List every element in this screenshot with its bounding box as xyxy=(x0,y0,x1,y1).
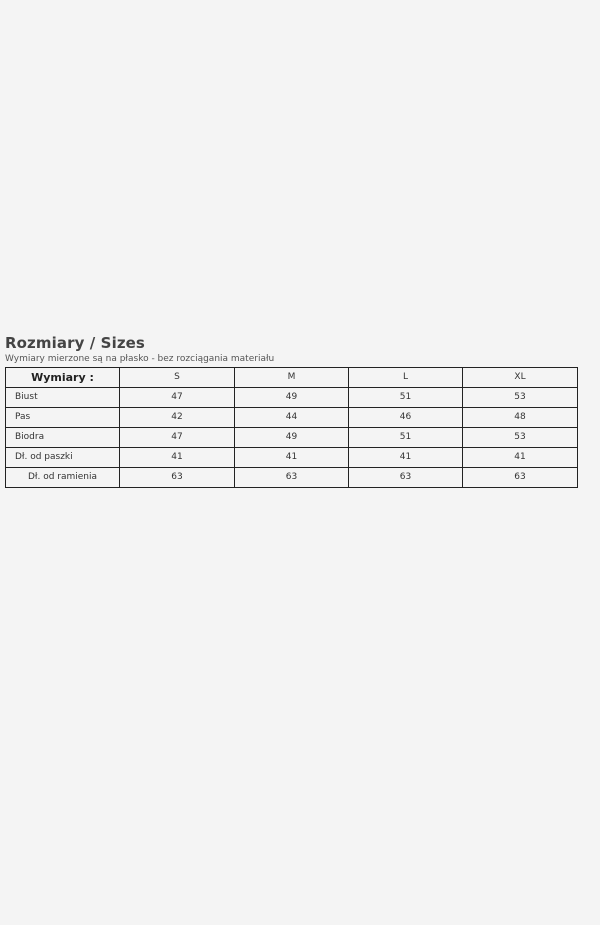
table-row xyxy=(6,468,578,488)
column-header-xl: XL xyxy=(463,368,578,388)
row-label-waist: Pas xyxy=(6,408,120,428)
table-cell: 47 xyxy=(120,428,235,448)
table-cell: 63 xyxy=(120,468,235,488)
table-row xyxy=(6,388,578,408)
size-chart xyxy=(5,334,551,488)
table-cell: 51 xyxy=(349,388,463,408)
size-table xyxy=(5,367,578,488)
table-cell: 42 xyxy=(120,408,235,428)
table-row xyxy=(6,428,578,448)
table-cell: 47 xyxy=(120,388,235,408)
table-row xyxy=(6,448,578,468)
table-cell: 63 xyxy=(463,468,578,488)
measurement-note: Wymiary mierzone są na płasko - bez rozciągania materiału xyxy=(5,354,275,364)
row-label-bust: Biust xyxy=(6,388,120,408)
table-row xyxy=(6,408,578,428)
corner-label: Wymiary : xyxy=(6,368,120,388)
table-cell: 63 xyxy=(235,468,349,488)
table-cell: 48 xyxy=(463,408,578,428)
table-cell: 44 xyxy=(235,408,349,428)
table-cell: 41 xyxy=(235,448,349,468)
table-cell: 53 xyxy=(463,428,578,448)
column-header-m: M xyxy=(235,368,349,388)
table-cell: 51 xyxy=(349,428,463,448)
table-cell: 53 xyxy=(463,388,578,408)
table-cell: 49 xyxy=(235,388,349,408)
table-cell: 63 xyxy=(349,468,463,488)
table-cell: 41 xyxy=(463,448,578,468)
table-cell: 41 xyxy=(120,448,235,468)
table-cell: 49 xyxy=(235,428,349,448)
row-label-length-from-shoulder: Dł. od ramienia xyxy=(6,468,120,488)
column-header-s: S xyxy=(120,368,235,388)
row-label-length-from-yoke: Dł. od paszki xyxy=(6,448,120,468)
row-label-hips: Biodra xyxy=(6,428,120,448)
column-header-l: L xyxy=(349,368,463,388)
table-cell: 46 xyxy=(349,408,463,428)
page-title: Rozmiary / Sizes xyxy=(5,334,145,352)
table-cell: 41 xyxy=(349,448,463,468)
table-header-row xyxy=(6,368,578,388)
